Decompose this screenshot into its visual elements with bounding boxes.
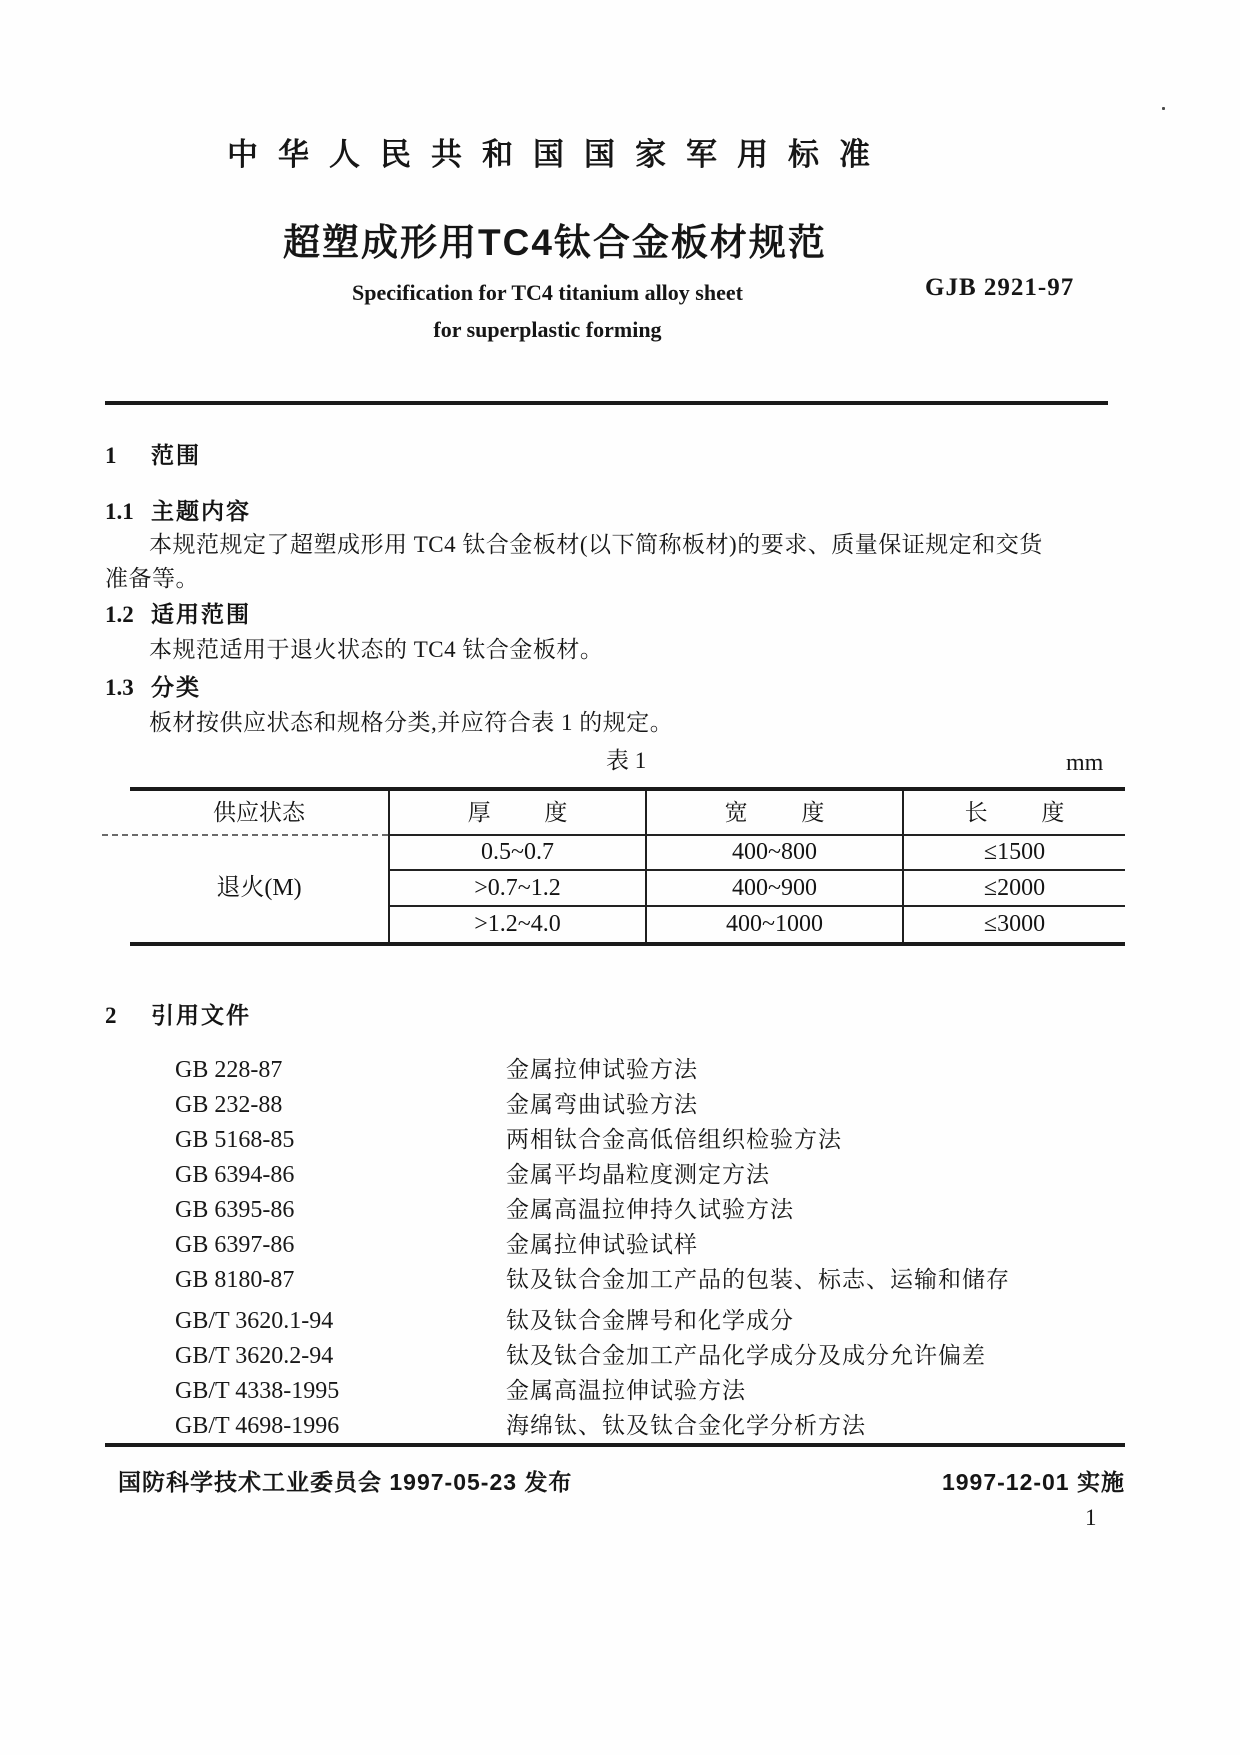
page-number: 1: [1085, 1505, 1097, 1530]
reference-item: [175, 1231, 698, 1260]
reference-item: [175, 1161, 770, 1190]
reference-title: 金属高温拉伸持久试验方法: [506, 1197, 794, 1222]
reference-code: GB/T 4698-1996: [175, 1413, 340, 1439]
document-title-english: [285, 282, 810, 341]
table-1-caption: 表 1: [606, 748, 647, 773]
reference-code: GB 6394-86: [175, 1162, 295, 1188]
reference-title: 金属弯曲试验方法: [506, 1092, 698, 1117]
reference-code: GB 228-87: [175, 1057, 283, 1083]
table-1: [130, 787, 1125, 946]
reference-item: [175, 1307, 794, 1336]
section-1-1-heading: [105, 497, 251, 527]
section-1-title: 范围: [151, 442, 201, 468]
table-cell-length-2: ≤2000: [983, 875, 1046, 901]
reference-title: 钛及钛合金加工产品化学成分及成分允许偏差: [506, 1343, 986, 1368]
section-1-2-heading: [105, 600, 251, 630]
section-1-3-title: 分类: [151, 674, 201, 700]
section-1-1-number: 1.1: [105, 499, 134, 524]
table-header-supply-state: 供应状态: [213, 800, 305, 825]
standard-category-label: 中华人民共和国国家军用标准: [227, 137, 890, 172]
section-2-heading: [105, 1001, 251, 1031]
reference-code: GB 8180-87: [175, 1267, 295, 1293]
section-1-3-paragraph: 板材按供应状态和规格分类,并应符合表 1 的规定。: [149, 710, 674, 735]
table-cell-length-3: ≤3000: [983, 911, 1046, 937]
table-cell-width-1: 400~800: [732, 839, 817, 865]
section-1-2-paragraph: 本规范适用于退火状态的 TC4 钛合金板材。: [149, 637, 604, 662]
scan-artifact-dot: [1162, 107, 1165, 110]
footer-issued-by-date: 国防科学技术工业委员会 1997-05-23 发布: [118, 1469, 573, 1495]
table-row-divider-2: [390, 905, 1125, 907]
table-header-divider: [390, 834, 1125, 836]
section-1-1-paragraph-line1: 本规范规定了超塑成形用 TC4 钛合金板材(以下简称板材)的要求、质量保证规定和交货: [149, 532, 1043, 557]
footer-divider-rule: [105, 1443, 1125, 1447]
reference-title: 海绵钛、钛及钛合金化学分析方法: [506, 1413, 866, 1438]
reference-title: 金属平均晶粒度测定方法: [506, 1162, 770, 1187]
table-header-width: 宽 度: [724, 800, 825, 825]
section-1-3-heading: [105, 673, 201, 703]
table-cell-thickness-3: >1.2~4.0: [474, 911, 561, 937]
section-1-heading: [105, 441, 201, 471]
reference-code: GB/T 3620.2-94: [175, 1343, 334, 1369]
header-divider-rule: [105, 401, 1108, 405]
reference-code: GB 6395-86: [175, 1197, 295, 1223]
reference-title: 金属拉伸试验方法: [506, 1057, 698, 1082]
reference-code: GB 5168-85: [175, 1127, 295, 1153]
reference-item: [175, 1342, 986, 1371]
table-row-divider-1: [390, 869, 1125, 871]
reference-item: [175, 1126, 842, 1155]
document-title-english-line1: Specification for TC4 titanium alloy sheet: [352, 280, 743, 305]
reference-item: [175, 1091, 698, 1120]
reference-code: GB 232-88: [175, 1092, 283, 1118]
reference-title: 金属拉伸试验试样: [506, 1232, 698, 1257]
reference-title: 金属高温拉伸试验方法: [506, 1378, 746, 1403]
table-cell-thickness-2: >0.7~1.2: [474, 875, 561, 901]
reference-item: [175, 1377, 746, 1406]
table-cell-width-3: 400~1000: [726, 911, 823, 937]
table-header-divider-dashed: [102, 834, 388, 836]
reference-item: [175, 1056, 698, 1085]
section-1-3-number: 1.3: [105, 675, 134, 700]
table-cell-supply-state: 退火(M): [216, 875, 302, 901]
reference-item: [175, 1196, 794, 1225]
reference-code: GB/T 4338-1995: [175, 1378, 340, 1404]
reference-title: 钛及钛合金牌号和化学成分: [506, 1308, 794, 1333]
table-cell-thickness-1: 0.5~0.7: [481, 839, 554, 865]
table-1-unit-label: mm: [1066, 750, 1104, 776]
section-1-1-title: 主题内容: [151, 498, 251, 524]
section-2-title: 引用文件: [151, 1002, 251, 1028]
section-1-1-paragraph-line2: 准备等。: [105, 566, 199, 591]
reference-code: GB/T 3620.1-94: [175, 1308, 334, 1334]
section-1-2-number: 1.2: [105, 602, 134, 627]
reference-item: [175, 1412, 866, 1441]
table-cell-length-1: ≤1500: [983, 839, 1046, 865]
standard-number: GJB 2921-97: [925, 274, 1075, 301]
document-title-chinese: 超塑成形用TC4钛合金板材规范: [283, 222, 827, 263]
document-title-english-line2: for superplastic forming: [433, 317, 662, 342]
table-header-length: 长 度: [964, 800, 1065, 825]
reference-code: GB 6397-86: [175, 1232, 295, 1258]
table-header-thickness: 厚 度: [467, 800, 568, 825]
reference-title: 钛及钛合金加工产品的包装、标志、运输和储存: [506, 1267, 1010, 1292]
footer-effective-date: 1997-12-01 实施: [941, 1469, 1125, 1495]
reference-item: [175, 1266, 1010, 1295]
section-1-number: 1: [105, 443, 117, 468]
reference-title: 两相钛合金高低倍组织检验方法: [506, 1127, 842, 1152]
section-1-2-title: 适用范围: [151, 601, 251, 627]
section-2-number: 2: [105, 1003, 117, 1028]
table-cell-width-2: 400~900: [732, 875, 817, 901]
